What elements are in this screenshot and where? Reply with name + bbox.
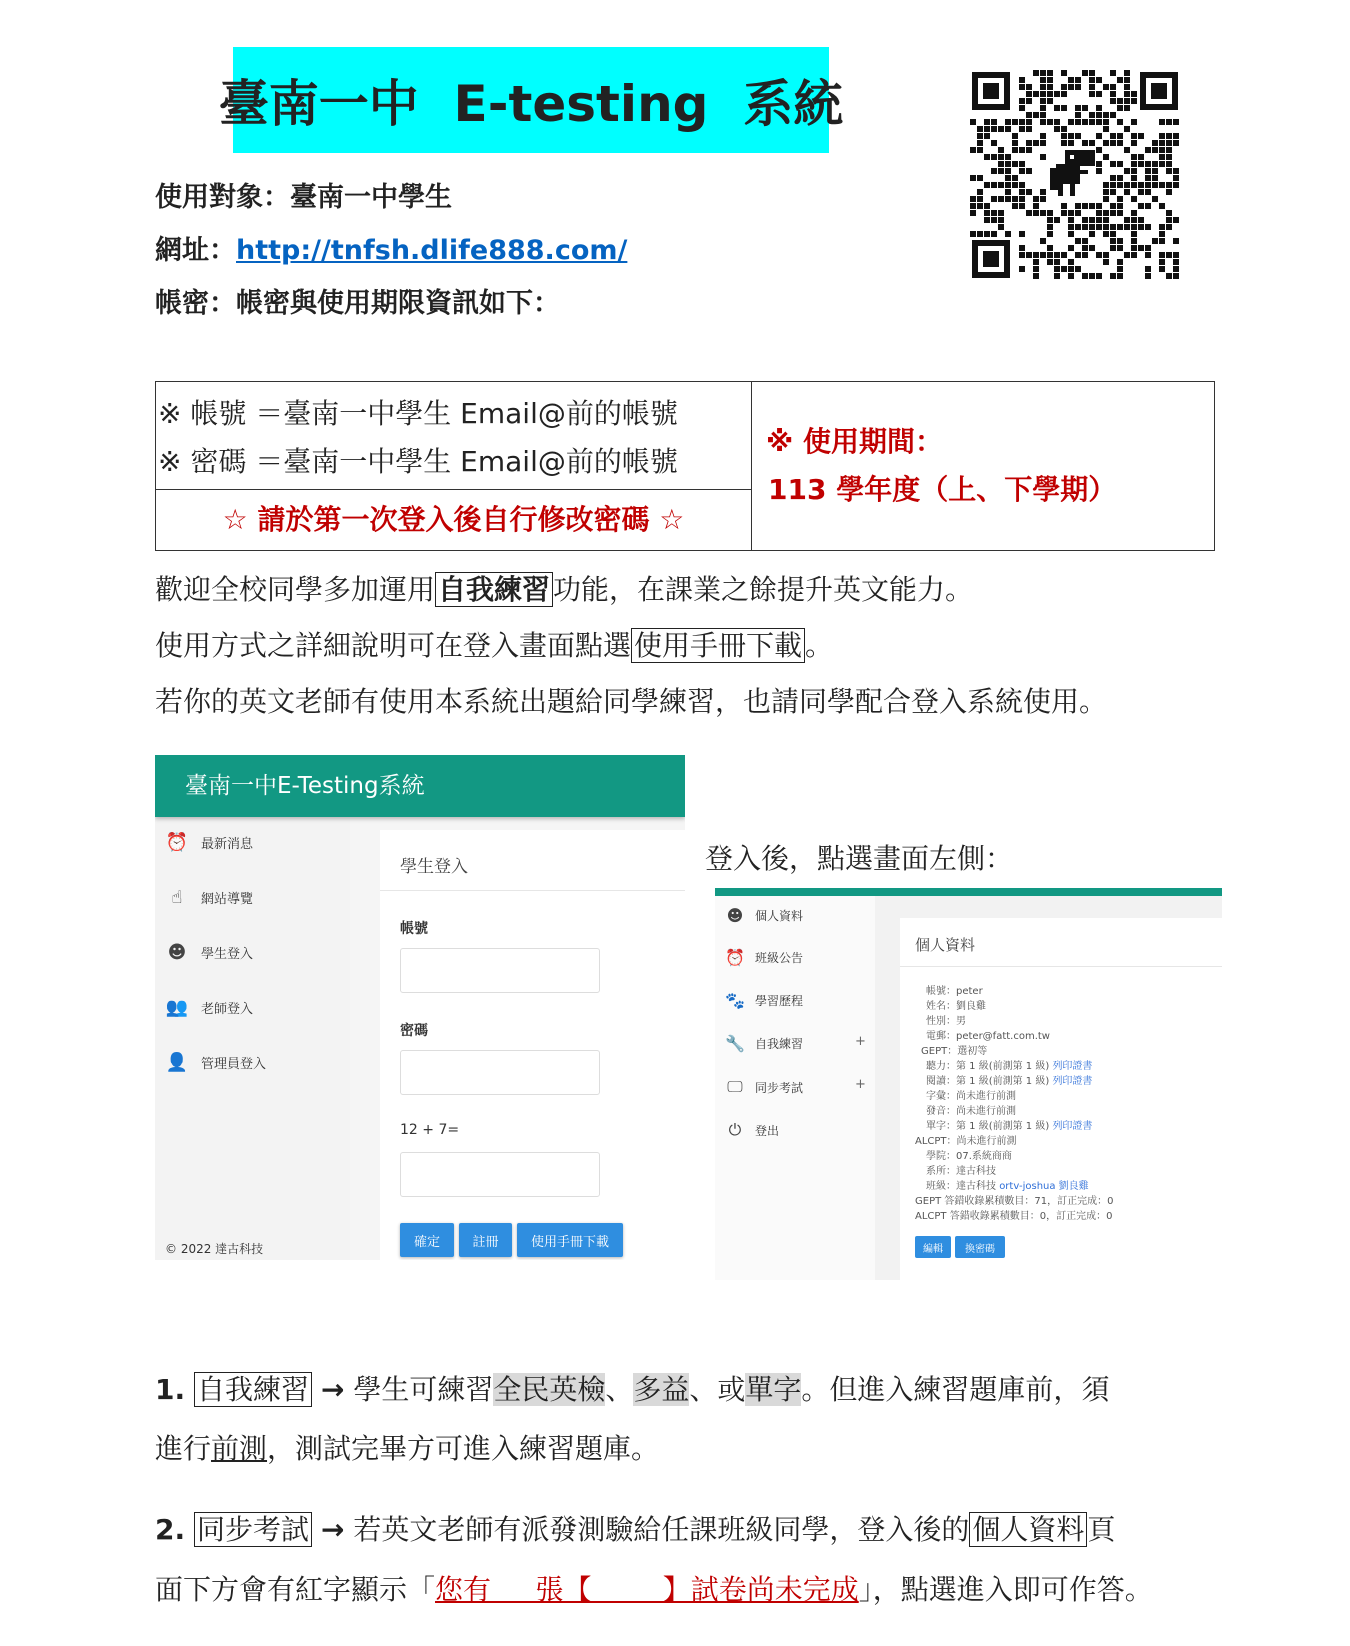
form-title: 學生登入 (400, 857, 468, 877)
sidebar-item-guide[interactable] (165, 885, 253, 909)
app-header (155, 755, 685, 817)
alarm-clock-icon: ⏰ (165, 831, 189, 853)
card-title: 個人資料 (915, 936, 976, 954)
target-label: 使用對象： (155, 182, 290, 213)
item-text: 進行 (155, 1432, 212, 1465)
profile-line: ALCPT：尚未進行前測 (915, 1136, 1017, 1147)
sidebar-label: 學習歷程 (755, 994, 804, 1008)
pretest-underline: 前測 (211, 1432, 268, 1465)
toeic-highlight: 多益 (633, 1373, 690, 1406)
sidebar-item-announcements[interactable] (725, 948, 803, 967)
para2-text: 使用方式之詳細說明可在登入畫面點選 (155, 629, 632, 662)
login-form (380, 830, 685, 1260)
profile-line: 性別：男 (926, 1016, 966, 1027)
sidebar-label: 班級公告 (755, 951, 804, 965)
account-row: ※ 帳號 ＝臺南一中學生 Email@前的帳號 (158, 397, 678, 430)
face-icon: ☻ (726, 906, 744, 925)
profile-line (926, 1117, 1092, 1132)
sidebar-label: 老師登入 (201, 1001, 254, 1017)
sidebar-label: 網站導覽 (201, 891, 254, 907)
table-divider (156, 489, 751, 490)
manual-download-box: 使用手冊下載 (631, 628, 805, 663)
profile-line: 電郵：peter@fatt.com.tw (926, 1031, 1050, 1042)
profile-line (926, 1072, 1092, 1087)
password-label: 密碼 (400, 1023, 428, 1039)
paw-icon: 🐾 (725, 991, 745, 1010)
sidebar-item-student-login[interactable] (165, 940, 253, 964)
sidebar-label: 最新消息 (201, 836, 254, 852)
item-1-line-2 (155, 1427, 659, 1467)
para1-text: 歡迎全校同學多加運用 (155, 573, 436, 606)
manual-download-button[interactable]: 使用手冊下載 (517, 1223, 623, 1257)
profile-card (900, 918, 1222, 1280)
profile-line (926, 1057, 1092, 1072)
vocab-highlight: 單字 (745, 1373, 802, 1406)
profile-line: 系所：達古科技 (926, 1166, 996, 1177)
sidebar-label: 管理員登入 (201, 1056, 267, 1072)
period-value: 113 學年度（上、下學期） (768, 473, 1117, 506)
profile-line: 學院：07.系統商商 (926, 1151, 1012, 1162)
change-password-button[interactable]: 換密碼 (955, 1236, 1005, 1258)
sidebar-item-sync-exam[interactable] (725, 1077, 875, 1097)
item-2-line-2 (155, 1568, 1153, 1608)
gept-highlight: 全民英檢 (493, 1373, 606, 1406)
item-text: 、或 (689, 1373, 746, 1406)
register-button[interactable]: 註冊 (459, 1223, 512, 1257)
sidebar-item-teacher-login[interactable] (165, 995, 253, 1019)
account-line (155, 281, 560, 320)
target-line (155, 175, 452, 214)
monitor-icon: 🖵 (727, 1077, 743, 1096)
profile-box: 個人資料 (969, 1512, 1087, 1547)
line-text: 班級：達古科技 (926, 1181, 996, 1192)
copyright: © 2022 達古科技 (165, 1242, 264, 1256)
profile-line: GEPT 答錯收錄累積數目：71，訂正完成：0 (915, 1196, 1114, 1207)
password-row: ※ 密碼 ＝臺南一中學生 Email@前的帳號 (158, 445, 678, 478)
sidebar-label: 同步考試 (755, 1080, 804, 1095)
profile-line: 發音：尚未進行前測 (926, 1106, 1016, 1117)
confirm-button[interactable]: 確定 (400, 1223, 454, 1257)
touch-icon: ☝ (171, 886, 183, 908)
sidebar-label: 登出 (755, 1123, 780, 1138)
item-text: 學生可練習 (353, 1373, 494, 1406)
captcha-input[interactable] (400, 1152, 600, 1197)
period-label: ※ 使用期間： (766, 425, 943, 458)
password-input[interactable] (400, 1050, 600, 1095)
sidebar-item-self-practice[interactable] (725, 1034, 875, 1053)
paragraph-2 (155, 624, 833, 664)
person-icon: 👤 (165, 1051, 189, 1073)
para1-text-end: 功能，在課業之餘提升英文能力。 (553, 573, 974, 606)
target-value: 臺南一中學生 (290, 182, 452, 213)
captcha-question: 12 + 7= (400, 1122, 460, 1138)
profile-line: ALCPT 答錯收錄累積數目：0，訂正完成：0 (915, 1211, 1113, 1222)
paragraph-3: 若你的英文老師有使用本系統出題給同學練習，也請同學配合登入系統使用。 (155, 685, 1108, 718)
item-text: 若英文老師有派發測驗給任課班級同學，登入後的 (353, 1513, 970, 1546)
page-title: 臺南一中 E-testing 系統 (233, 47, 829, 153)
item-text: 、 (605, 1373, 634, 1406)
item-number: 1. (155, 1373, 186, 1406)
item-text: 面下方會有紅字顯示「 (155, 1573, 436, 1606)
login-screenshot (155, 755, 685, 1260)
wrench-icon: 🔧 (725, 1034, 745, 1053)
sidebar-label: 學生登入 (201, 946, 254, 962)
line-text: 單字：第 1 級(前測第 1 級) (926, 1121, 1050, 1132)
self-practice-box: 自我練習 (194, 1372, 312, 1407)
account-value: 帳密與使用期限資訊如下： (236, 288, 560, 319)
people-icon: 👥 (165, 996, 189, 1018)
item-number: 2. (155, 1513, 186, 1546)
class-link[interactable]: ortv-joshua 劉良雞 (999, 1181, 1089, 1192)
profile-screenshot (715, 888, 1222, 1280)
profile-sidebar (715, 896, 875, 1280)
red-notice-text: 您有 張【 】試卷尚未完成 (435, 1573, 859, 1606)
self-practice-box: 自我練習 (435, 572, 553, 607)
expand-icon[interactable]: + (855, 1077, 866, 1092)
account-table (155, 381, 1215, 551)
edit-button[interactable]: 編輯 (915, 1236, 951, 1258)
print-certificate-link[interactable]: 列印證書 (1052, 1076, 1093, 1087)
line-text: 閱讀：第 1 級(前測第 1 級) (926, 1076, 1050, 1087)
arrow-icon: → (320, 1513, 345, 1546)
item-text: 。但進入練習題庫前，須 (801, 1373, 1110, 1406)
power-icon: ⏻ (728, 1120, 742, 1139)
top-bar (715, 888, 1222, 896)
line-text: 聽力：第 1 級(前測第 1 級) (926, 1061, 1050, 1072)
sidebar-item-news[interactable] (165, 830, 253, 854)
sync-exam-box: 同步考試 (194, 1512, 312, 1547)
form-divider (380, 890, 685, 891)
alarm-clock-icon: ⏰ (725, 948, 745, 967)
item-2-line-1 (155, 1508, 1115, 1548)
sidebar-label: 自我練習 (755, 1037, 804, 1051)
item-1-line-1 (155, 1368, 1109, 1408)
app-title: 臺南一中E-Testing系統 (185, 773, 425, 799)
login-sidebar (155, 817, 350, 1260)
url-label: 網址： (155, 235, 236, 266)
expand-icon[interactable]: + (855, 1034, 866, 1049)
sidebar-item-logout[interactable] (725, 1120, 779, 1140)
face-icon: ☻ (167, 941, 187, 963)
profile-line: GEPT：選初等 (921, 1046, 988, 1057)
arrow-icon: → (320, 1373, 345, 1406)
profile-line: 字彙：尚未進行前測 (926, 1091, 1016, 1102)
item-text: 」，點選進入即可作答。 (858, 1573, 1153, 1606)
item-text: ，測試完畢方可進入練習題庫。 (267, 1432, 660, 1465)
account-label: 帳密： (155, 288, 236, 319)
card-divider (900, 966, 1222, 967)
para2-text-end: 。 (805, 629, 834, 662)
sidebar-label: 個人資料 (755, 909, 804, 923)
url-line (155, 228, 627, 267)
paragraph-1 (155, 568, 973, 608)
sidebar-item-history[interactable] (725, 991, 803, 1010)
item-text: 頁 (1087, 1513, 1116, 1546)
url-link[interactable]: http://tnfsh.dlife888.com/ (236, 235, 628, 266)
sidebar-item-profile[interactable] (725, 906, 803, 925)
sidebar-item-admin-login[interactable] (165, 1050, 266, 1074)
print-certificate-link[interactable]: 列印證書 (1052, 1061, 1093, 1072)
after-login-caption: 登入後，點選畫面左側： (705, 842, 1014, 875)
account-input[interactable] (400, 948, 600, 993)
profile-line (926, 1177, 1089, 1192)
profile-line: 姓名：劉良雞 (926, 1001, 986, 1012)
qr-code-icon (970, 70, 1180, 280)
print-certificate-link[interactable]: 列印證書 (1052, 1121, 1093, 1132)
profile-line: 帳號：peter (926, 986, 983, 997)
account-label: 帳號 (400, 921, 428, 937)
change-password-warning: ☆ 請於第一次登入後自行修改密碼 ☆ (222, 503, 685, 536)
